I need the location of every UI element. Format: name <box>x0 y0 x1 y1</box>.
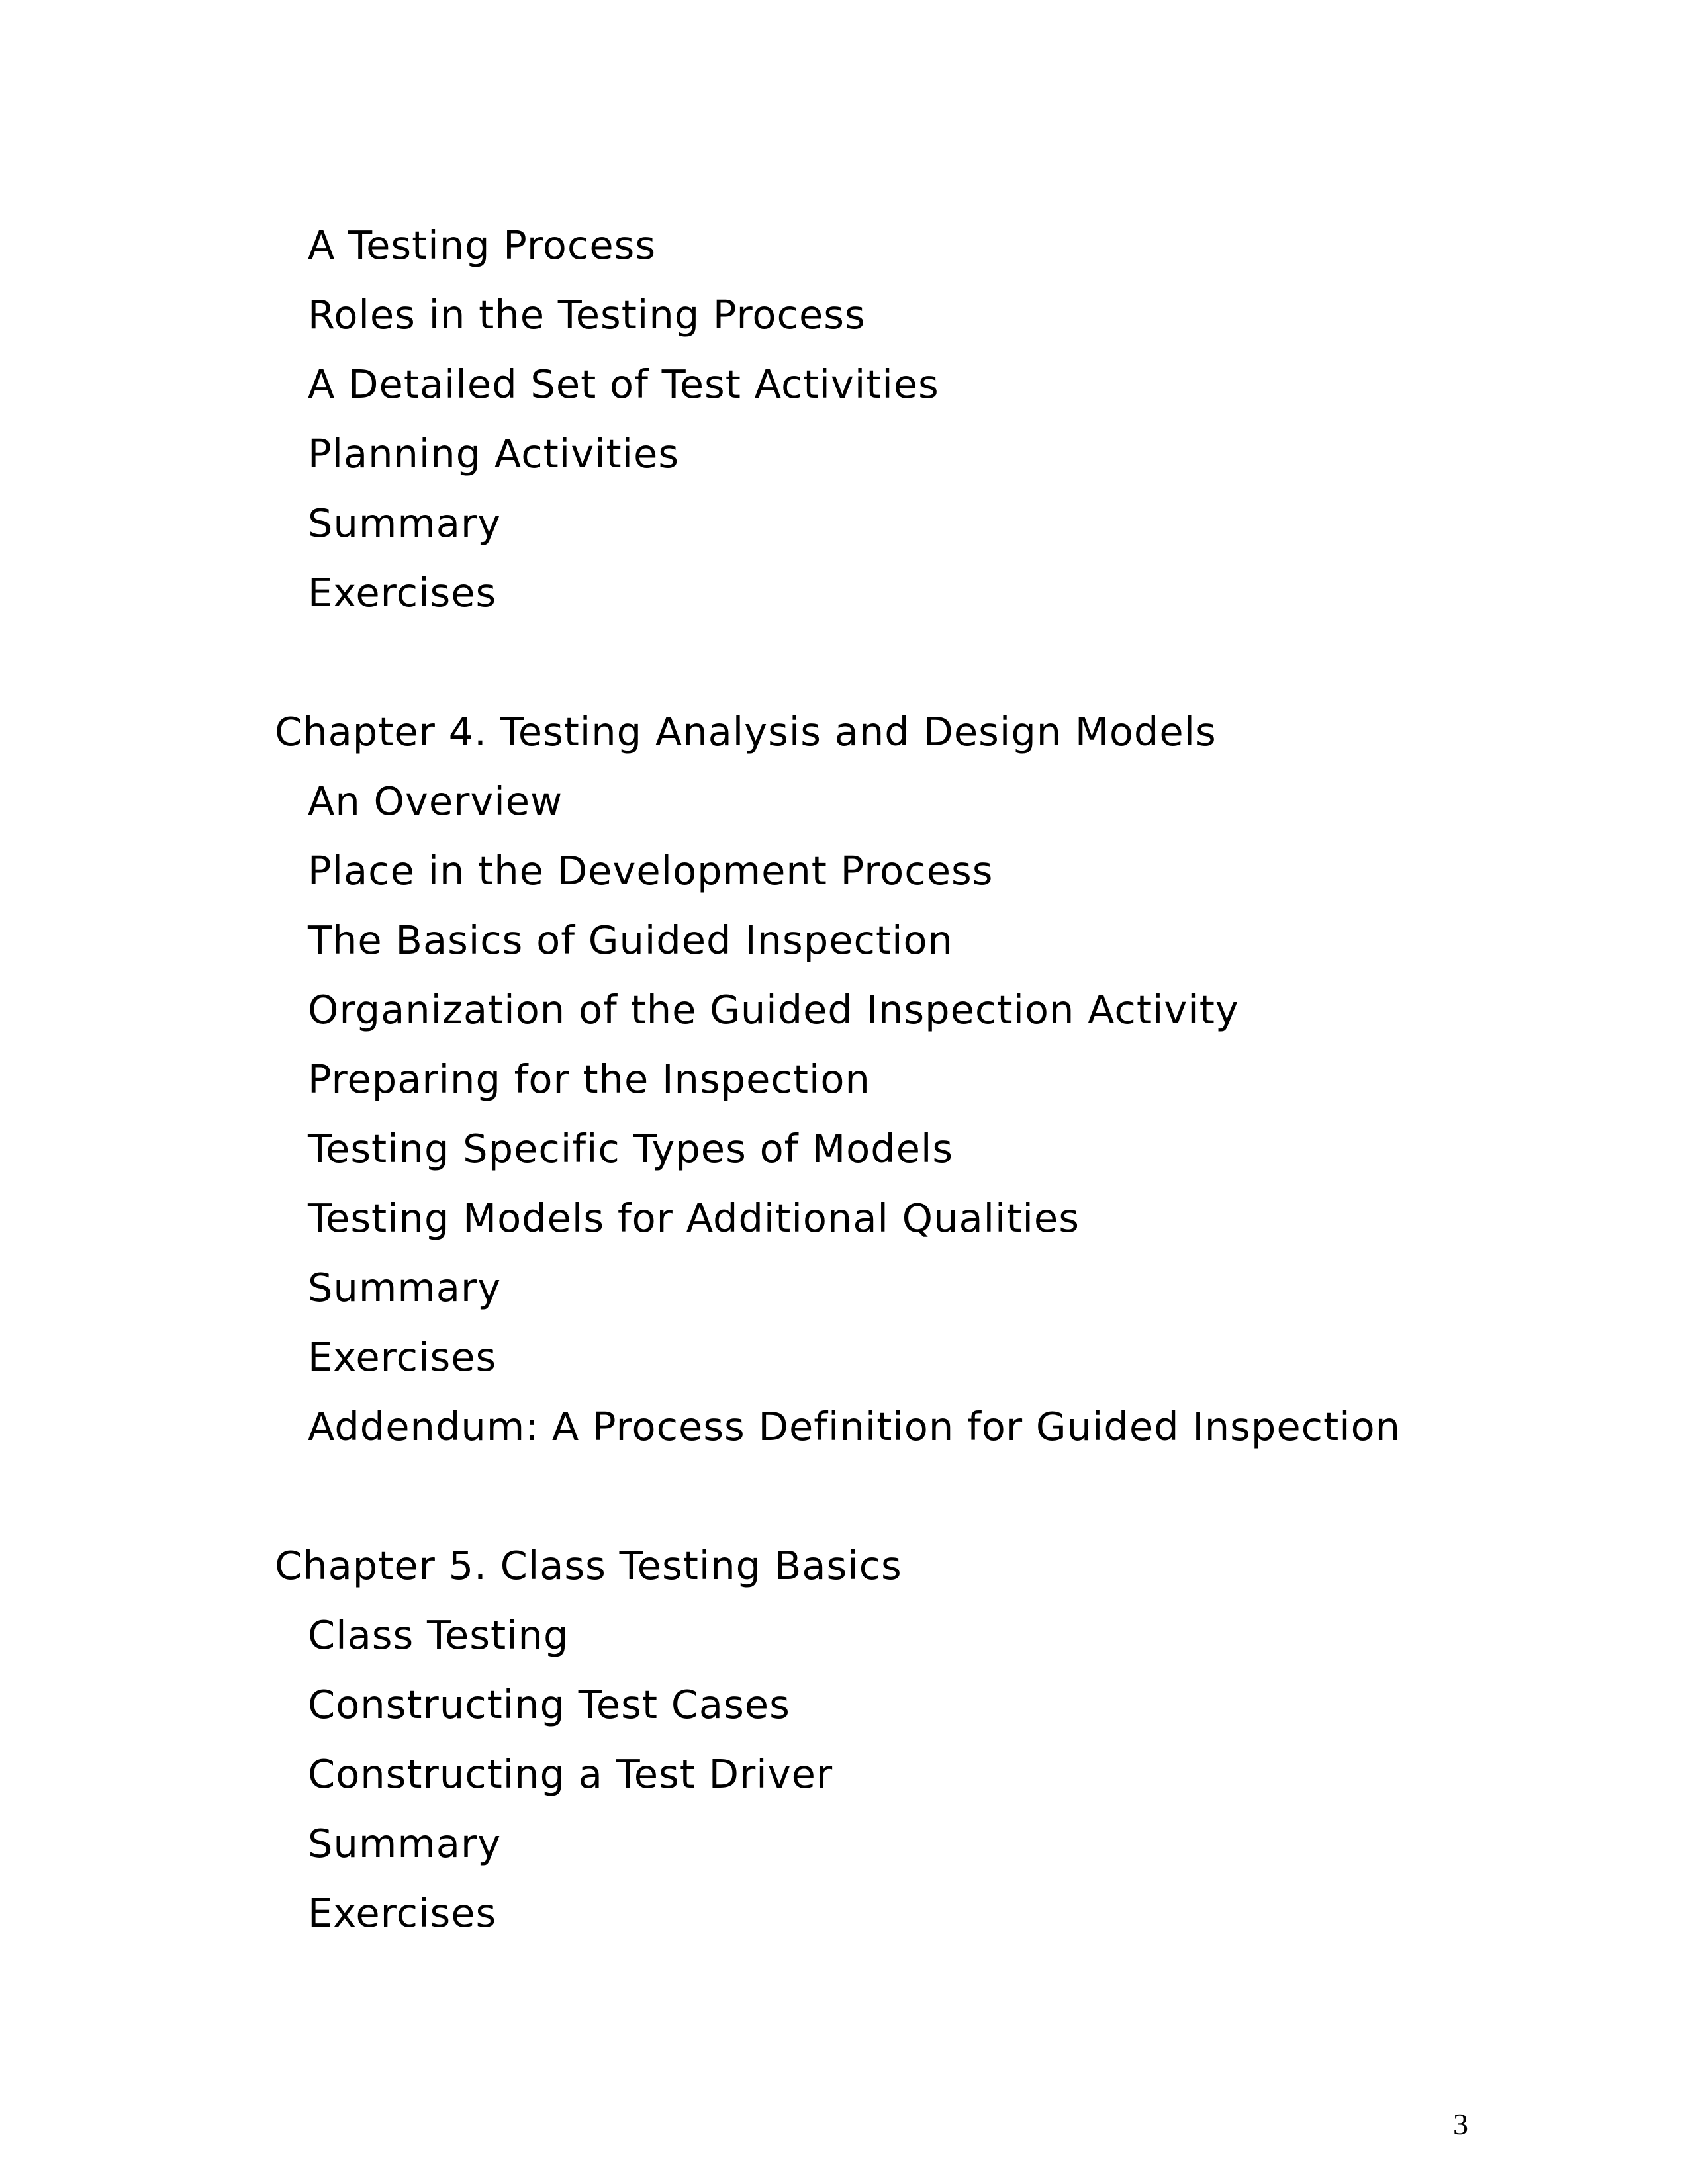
toc-entry: Testing Models for Additional Qualities <box>308 1195 1080 1241</box>
toc-entry: Preparing for the Inspection <box>308 1056 870 1102</box>
section-gap <box>275 1461 1532 1531</box>
toc-entry: Exercises <box>308 1334 497 1380</box>
toc-entry: A Testing Process <box>308 222 657 268</box>
toc-entry: Addendum: A Process Definition for Guided Inspection <box>308 1404 1401 1449</box>
section-gap <box>275 627 1532 697</box>
toc-entry: Summary <box>308 500 502 546</box>
toc-entry: Constructing Test Cases <box>308 1682 790 1727</box>
toc-entry: Class Testing <box>308 1612 569 1658</box>
chapter-heading: Chapter 5. Class Testing Basics <box>275 1543 902 1588</box>
toc-entry: Testing Specific Types of Models <box>308 1126 954 1171</box>
toc-entry: Summary <box>308 1821 502 1866</box>
toc-entry: Organization of the Guided Inspection Activity <box>308 987 1239 1032</box>
toc-entry: An Overview <box>308 778 563 824</box>
chapter-heading: Chapter 4. Testing Analysis and Design Models <box>275 709 1217 754</box>
toc-entry: Planning Activities <box>308 431 680 477</box>
table-of-contents <box>275 210 1532 1948</box>
toc-entry: The Basics of Guided Inspection <box>308 917 953 963</box>
toc-entry: Exercises <box>308 570 497 615</box>
toc-entry: Exercises <box>308 1890 497 1936</box>
toc-entry: Place in the Development Process <box>308 848 994 893</box>
toc-entry: Constructing a Test Driver <box>308 1751 833 1797</box>
toc-entry: Roles in the Testing Process <box>308 292 866 338</box>
page-number: 3 <box>1453 2107 1468 2141</box>
toc-entry: A Detailed Set of Test Activities <box>308 361 939 407</box>
toc-entry: Summary <box>308 1265 502 1310</box>
